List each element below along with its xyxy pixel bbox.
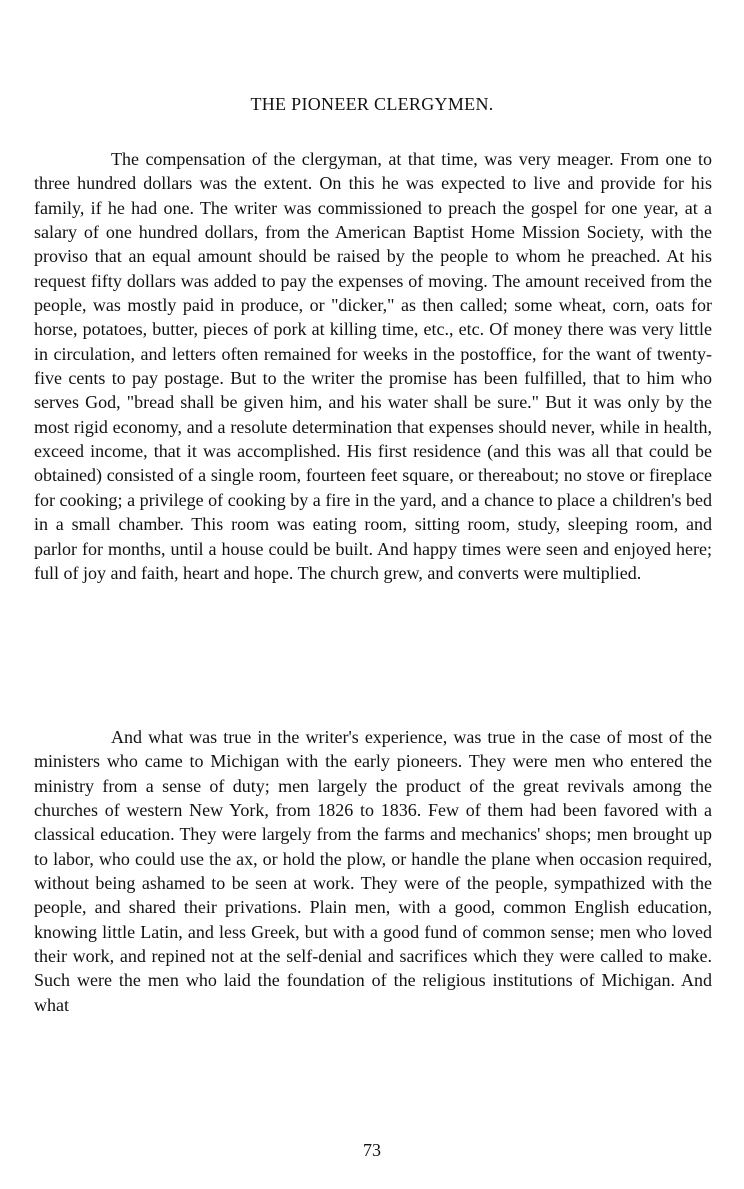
running-head: THE PIONEER CLERGYMEN. (250, 94, 494, 114)
paragraph-compensation: The compensation of the clergyman, at that time, was very meager. From one to three hundred dollars was the extent. On this he was expected to live and provide for his family, if he had one. The writer was commissioned to preach the gospel for one year, at a salary of one hundred dollars, from the American Baptist Home Mission Society, with the proviso that an equal amount should be raised by the people to whom he preached. At his request fifty dollars was added to pay the expenses of moving. The amount received from the people, was mostly paid in produce, or "dicker," as then called; some wheat, corn, oats for horse, potatoes, butter, pieces of pork at killing time, etc., etc. Of money there was very little in circulation, and letters often remained for weeks in the postoffice, for the want of twenty-five cents to pay postage. But to the writer the promise has been fulfilled, that to him who serves God, "bread shall be given him, and his water shall be sure." But it was only by the most rigid economy, and a resolute determination that expenses should never, while in health, exceed income, that it was accomplished. His first residence (and this was all that could be obtained) consisted of a single room, fourteen feet square, or thereabout; no stove or fireplace for cooking; a privilege of cooking by a fire in the yard, and a chance to place a children's bed in a small chamber. This room was eating room, sitting room, study, sleeping room, and parlor for months, until a house could be built. And happy times were seen and enjoyed here; full of joy and faith, heart and hope. The church grew, and converts were multiplied. (34, 149, 712, 583)
paragraph-ministers: And what was true in the writer's experience, was true in the case of most of the ministers who came to Michigan with the early pioneers. They were men who entered the ministry from a sense of duty; men largely the product of the great revivals among the churches of western New York, from 1826 to 1836. Few of them had been favored with a classical education. They were largely from the farms and mechanics' shops; men brought up to labor, who could use the ax, or hold the plow, or handle the plane when occasion required, without being ashamed to be seen at work. They were of the people, sympathized with the people, and shared their privations. Plain men, with a good, common English education, knowing little Latin, and less Greek, but with a good fund of common sense; men who loved their work, and repined not at the self-denial and sacrifices which they were called to make. Such were the men who laid the foundation of the religious institutions of Michigan. And what (34, 727, 712, 1015)
page-number: 73 (363, 1140, 381, 1160)
